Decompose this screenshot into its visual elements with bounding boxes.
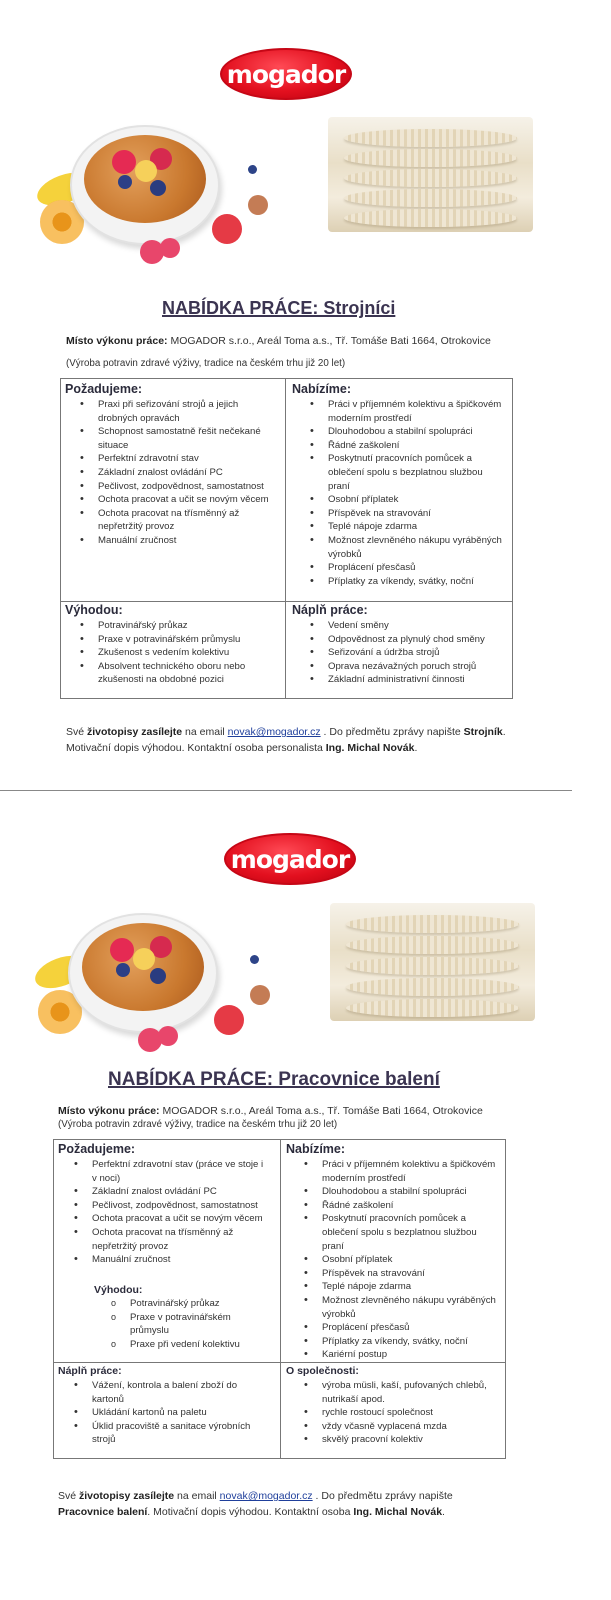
duties-heading: Náplň práce: xyxy=(58,1365,122,1377)
list-item: • Teplé nápoje zdarma xyxy=(290,1280,496,1294)
list-item: oblečení spolu s bezplatnou službou xyxy=(328,466,483,478)
list-item: kartonů xyxy=(92,1393,124,1405)
requirements-list xyxy=(60,1158,263,1267)
list-item: • Teplé nápoje zdarma xyxy=(296,520,502,534)
list-item: • Perfektní zdravotní stav xyxy=(66,452,269,466)
company-heading: O společnosti: xyxy=(286,1365,359,1377)
requirements-list xyxy=(66,398,269,548)
work-location: Místo výkonu práce: MOGADOR s.r.o., Areál Toma a.s., Tř. Tomáše Bati 1664, Otrokovice xyxy=(58,1105,483,1117)
list-item: • Řádné zaškolení xyxy=(296,439,502,453)
list-item: • Práci v příjemném kolektivu a špičkovém xyxy=(290,1158,496,1172)
requirements-heading: Požadujeme: xyxy=(65,382,143,396)
list-item: • Osobní příplatek xyxy=(290,1253,496,1267)
list-item: • skvělý pracovní kolektiv xyxy=(290,1433,487,1447)
list-item: strojů xyxy=(92,1434,116,1446)
list-item: • Příplatky za víkendy, svátky, noční xyxy=(290,1335,496,1349)
application-footer: Své životopisy zasílejte na email novak@mogador.cz . Do předmětu zprávy napište Strojník. Motivační dopis výhodou. Kontaktní osoba personalista Ing. Michal Novák. xyxy=(66,726,506,754)
page-title: NABÍDKA PRÁCE: Strojníci xyxy=(162,298,396,318)
list-item: • Příspěvek na stravování xyxy=(296,507,502,521)
list-item: nutrikaší apod. xyxy=(322,1393,385,1405)
list-item: • výroba müsli, kaší, pufovaných chlebů, xyxy=(290,1379,487,1393)
list-item: • Poskytnutí pracovních pomůcek a xyxy=(290,1212,496,1226)
list-item: • Seřizování a údržba strojů xyxy=(296,646,485,660)
list-item: • Dlouhodobou a stabilní spolupráci xyxy=(296,425,502,439)
list-item: • Proplácení přesčasů xyxy=(290,1321,496,1335)
advantage-list xyxy=(94,1297,240,1351)
list-item: průmyslu xyxy=(130,1325,169,1337)
work-location: Místo výkonu práce: MOGADOR s.r.o., Areál Toma a.s., Tř. Tomáše Bati 1664, Otrokovice xyxy=(66,335,491,347)
list-item: • Dlouhodobou a stabilní spolupráci xyxy=(290,1185,496,1199)
list-item: • rychle rostoucí společnost xyxy=(290,1406,487,1420)
list-item: • Osobní příplatek xyxy=(296,493,502,507)
list-item: • Praxi při seřizování strojů a jejich xyxy=(66,398,269,412)
email-link[interactable]: novak@mogador.cz xyxy=(219,1490,313,1502)
list-item: • Řádné zaškolení xyxy=(290,1199,496,1213)
list-item: praní xyxy=(328,480,350,492)
list-item: • Perfektní zdravotní stav (práce ve stoje i xyxy=(60,1158,263,1172)
list-item: • Možnost zlevněného nákupu vyráběných xyxy=(296,534,502,548)
list-item: výrobků xyxy=(328,548,362,560)
list-item: výrobků xyxy=(322,1308,356,1320)
list-item: • Vážení, kontrola a balení zboží do xyxy=(60,1379,250,1393)
list-item: • Základní znalost ovládání PC xyxy=(60,1185,263,1199)
list-item: • Poskytnutí pracovních pomůcek a xyxy=(296,452,502,466)
list-item: o Praxe při vedení kolektivu xyxy=(94,1338,240,1352)
list-item: • Ochota pracovat a učit se novým věcem xyxy=(66,493,269,507)
application-footer: Své životopisy zasílejte na email novak@mogador.cz . Do předmětu zprávy napište Pracovnice balení. Motivační dopis výhodou. Kontaktní osoba Ing. Michal Novák. xyxy=(58,1490,453,1518)
list-item: moderním prostředí xyxy=(322,1172,406,1184)
list-item: zkušenosti na obdobné pozici xyxy=(98,674,224,686)
list-item: situace xyxy=(98,439,129,451)
list-item: • Práci v příjemném kolektivu a špičkovém xyxy=(296,398,502,412)
list-item: • Pečlivost, zodpovědnost, samostatnost xyxy=(60,1199,263,1213)
list-item: • Ochota pracovat a učit se novým věcem xyxy=(60,1212,263,1226)
list-item: • Schopnost samostatně řešit nečekané xyxy=(66,425,269,439)
offer-list xyxy=(296,398,502,588)
list-item: nepřetržitý provoz xyxy=(98,521,175,533)
duties-heading: Náplň práce: xyxy=(292,603,368,617)
list-item: • Základní administrativní činnosti xyxy=(296,673,485,687)
duties-list xyxy=(60,1379,250,1447)
list-item: • Absolvent technického oboru nebo xyxy=(66,660,245,674)
list-item: • Zkušenost s vedením kolektivu xyxy=(66,646,245,660)
job-offer-page-2 xyxy=(0,800,611,1600)
list-item: • Příspěvek na stravování xyxy=(290,1267,496,1281)
page-title: NABÍDKA PRÁCE: Pracovnice balení xyxy=(108,1069,440,1090)
list-item: • Potravinářský průkaz xyxy=(66,619,245,633)
list-item: moderním prostředí xyxy=(328,412,412,424)
advantage-heading: Výhodou: xyxy=(94,1284,143,1296)
company-note: (Výroba potravin zdravé výživy, tradice na českém trhu již 20 let) xyxy=(58,1119,338,1130)
list-item: • Ochota pracovat na třísměnný až xyxy=(66,507,269,521)
rice-cakes-image xyxy=(328,117,533,232)
list-item: • Ochota pracovat na třísměnný až xyxy=(60,1226,263,1240)
list-item: • Základní znalost ovládání PC xyxy=(66,466,269,480)
list-item: oblečení spolu s bezplatnou službou xyxy=(322,1226,477,1238)
list-item: • Manuální zručnost xyxy=(66,534,269,548)
list-item: • Praxe v potravinářském průmyslu xyxy=(66,633,245,647)
list-item: drobných opravách xyxy=(98,412,180,424)
list-item: • Oprava nezávažných poruch strojů xyxy=(296,660,485,674)
page-divider xyxy=(0,790,572,791)
list-item: praní xyxy=(322,1240,344,1252)
advantage-list xyxy=(66,619,245,687)
list-item: nepřetržitý provoz xyxy=(92,1240,169,1252)
offer-heading: Nabízíme: xyxy=(292,382,352,396)
list-item: • Úklid pracoviště a sanitace výrobních xyxy=(60,1420,250,1434)
duties-list xyxy=(296,619,485,687)
list-item: • Možnost zlevněného nákupu vyráběných xyxy=(290,1294,496,1308)
list-item: • Vedení směny xyxy=(296,619,485,633)
list-item: o Potravinářský průkaz xyxy=(94,1297,240,1311)
list-item: • Kariérní postup xyxy=(290,1348,496,1362)
list-item: • Proplácení přesčasů xyxy=(296,561,502,575)
requirements-heading: Požadujeme: xyxy=(58,1142,136,1156)
list-item: • Manuální zručnost xyxy=(60,1253,263,1267)
company-list xyxy=(290,1379,487,1447)
mogador-logo: mogador xyxy=(224,833,356,885)
offer-list xyxy=(290,1158,496,1362)
email-link[interactable]: novak@mogador.cz xyxy=(227,726,321,738)
list-item: • Ukládání kartonů na paletu xyxy=(60,1406,250,1420)
list-item: • vždy včasně vyplacená mzda xyxy=(290,1420,487,1434)
company-note: (Výroba potravin zdravé výživy, tradice na českém trhu již 20 let) xyxy=(66,358,346,369)
rice-cakes-image xyxy=(330,903,535,1021)
mogador-logo: mogador xyxy=(220,48,352,100)
advantage-heading: Výhodou: xyxy=(65,603,123,617)
list-item: • Příplatky za víkendy, svátky, noční xyxy=(296,575,502,589)
job-offer-page-1 xyxy=(0,0,611,790)
list-item: o Praxe v potravinářském xyxy=(94,1311,240,1325)
list-item: • Pečlivost, zodpovědnost, samostatnost xyxy=(66,480,269,494)
offer-heading: Nabízíme: xyxy=(286,1142,346,1156)
list-item: v noci) xyxy=(92,1172,121,1184)
list-item: • Odpovědnost za plynulý chod směny xyxy=(296,633,485,647)
